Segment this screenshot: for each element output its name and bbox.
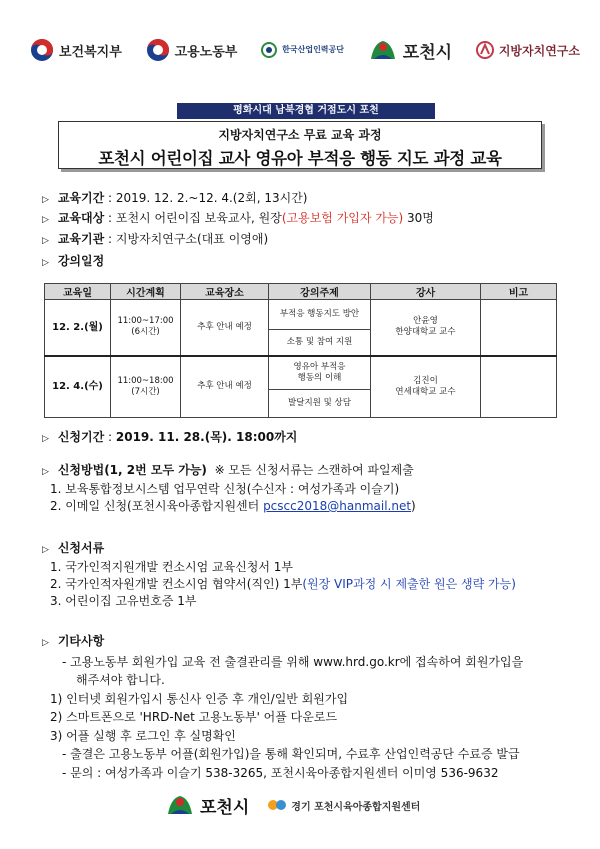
institute-emblem-icon: [476, 41, 494, 59]
apply-method-heading: ▷ 신청방법(1, 2번 모두 가능) ※ 모든 신청서류는 스캔하여 파일제출: [42, 462, 416, 481]
cell-topic: 소통 및 참여 지원: [269, 330, 371, 356]
cell-topic: 영유아 부적응 행동의 이해: [269, 356, 371, 390]
triangle-icon: ▷: [42, 545, 49, 555]
list-item: 2. 이메일 신청(포천시육아종합지원센터 pcscc2018@hanmail.net): [50, 499, 416, 513]
cell-time: 11:00~18:00 (7시간): [111, 356, 181, 418]
mohw-logo: 보건복지부: [30, 38, 122, 62]
triangle-icon: ▷: [42, 215, 49, 225]
table-header: 교육일: [45, 284, 111, 300]
list-item: - 출결은 고용노동부 어플(회원가입)을 통해 확인되며, 수료후 산업인력공단 수료증 발급: [62, 747, 520, 761]
table-header: 시간계획: [111, 284, 181, 300]
page-title: 포천시 어린이집 교사 영유아 부적응 행동 지도 과정 교육: [98, 149, 502, 168]
list-item: 1. 국가인적지원개발 컨소시엄 교육신청서 1부: [50, 560, 293, 574]
pocheon-emblem-icon: [368, 37, 398, 63]
list-item: - 문의 : 여성가족과 이슬기 538-3265, 포천시육아종합지원센터 이미영 536-9632: [62, 765, 499, 780]
table-header: 강사: [371, 284, 481, 300]
cell-note: [481, 356, 557, 418]
pocheon-emblem-icon: [165, 792, 195, 818]
triangle-icon: ▷: [42, 638, 49, 648]
list-item: 1. 보육통합정보시스템 업무연락 신청(수신자 : 여성가족과 이슬기): [50, 482, 400, 496]
cell-place: 추후 안내 예정: [181, 356, 269, 418]
triangle-icon: ▷: [42, 434, 49, 444]
cell-note: [481, 300, 557, 356]
moel-logo: 고용노동부: [146, 38, 238, 62]
list-item: 1) 인터넷 회원가입시 통신사 인증 후 개인/일반 회원가입: [50, 691, 349, 706]
triangle-icon: ▷: [42, 258, 49, 268]
list-item: 3) 어플 실행 후 로그인 후 실명확인: [50, 728, 236, 743]
table-header-row: [45, 284, 557, 300]
table-row: [45, 356, 557, 390]
cell-place: 추후 안내 예정: [181, 300, 269, 356]
list-item: - 고용노동부 회원가입 교육 전 출결관리를 위해 www.hrd.go.kr에 접속하여 회원가입을: [62, 654, 524, 669]
pocheon-footer-logo: 포천시: [165, 792, 249, 818]
documents-section: [42, 540, 516, 610]
list-item: 2. 국가인적자원개발 컨소시엄 협약서(직인) 1부(원장 VIP과정 시 제출한 원은 생략 가능): [50, 577, 516, 591]
period-line: ▷ 교육기간 : 2019. 12. 2.~12. 4.(2회, 13시간): [42, 190, 307, 209]
table-row: [45, 300, 557, 330]
taegeuk-icon: [146, 38, 170, 62]
title-box: [58, 121, 542, 169]
list-item: 3. 어린이집 고유번호증 1부: [50, 594, 197, 608]
hrdk-logo: 한국산업인력공단: [261, 42, 344, 58]
documents-heading: ▷ 신청서류: [42, 540, 516, 559]
slogan-banner: 평화시대 남북경협 거점도시 포천: [177, 103, 435, 119]
cell-lecturer: 안윤영 한양대학교 교수: [371, 300, 481, 356]
logo-row: [30, 30, 580, 70]
apply-method-section: [42, 462, 416, 515]
childcare-center-icon: [267, 796, 287, 814]
triangle-icon: ▷: [42, 236, 49, 246]
cell-lecturer: 김진이 연세대학교 교수: [371, 356, 481, 418]
hrdk-emblem-icon: [261, 42, 277, 58]
center-footer-logo: 경기 포천시육아종합지원센터: [267, 796, 420, 814]
cell-date: 12. 4.(수): [45, 356, 111, 418]
list-item: 해주셔야 합니다.: [76, 673, 165, 687]
cell-topic: 부적응 행동지도 방안: [269, 300, 371, 330]
etc-heading: ▷ 기타사항: [42, 632, 523, 653]
org-line: ▷ 교육기관 : 지방자치연구소(대표 이영애): [42, 231, 268, 250]
email-link[interactable]: pcscc2018@hanmail.net: [263, 499, 412, 513]
pocheon-logo: 포천시: [368, 37, 452, 63]
target-line: ▷ 교육대상 : 포천시 어린이집 보육교사, 원장(고용보험 가입자 가능) 30명: [42, 210, 434, 229]
table-header: 강의주제: [269, 284, 371, 300]
triangle-icon: ▷: [42, 195, 49, 205]
schedule-table: [44, 283, 557, 418]
footer-logos: [165, 788, 455, 822]
table-header: 비고: [481, 284, 557, 300]
title-sub: 지방자치연구소 무료 교육 과정: [218, 128, 382, 142]
cell-time: 11:00~17:00 (6시간): [111, 300, 181, 356]
triangle-icon: ▷: [42, 467, 49, 477]
list-item: 2) 스마트폰으로 'HRD-Net 고용노동부' 어플 다운로드: [50, 710, 338, 724]
schedule-heading: ▷ 강의일정: [42, 253, 104, 272]
table-header: 교육장소: [181, 284, 269, 300]
cell-date: 12. 2.(월): [45, 300, 111, 356]
cell-topic: 발달지원 및 상담: [269, 390, 371, 418]
institute-logo: 지방자치연구소: [476, 41, 580, 59]
etc-section: [42, 632, 523, 782]
taegeuk-icon: [30, 38, 54, 62]
apply-period-line: ▷ 신청기간 : 2019. 11. 28.(목). 18:00까지: [42, 429, 297, 448]
